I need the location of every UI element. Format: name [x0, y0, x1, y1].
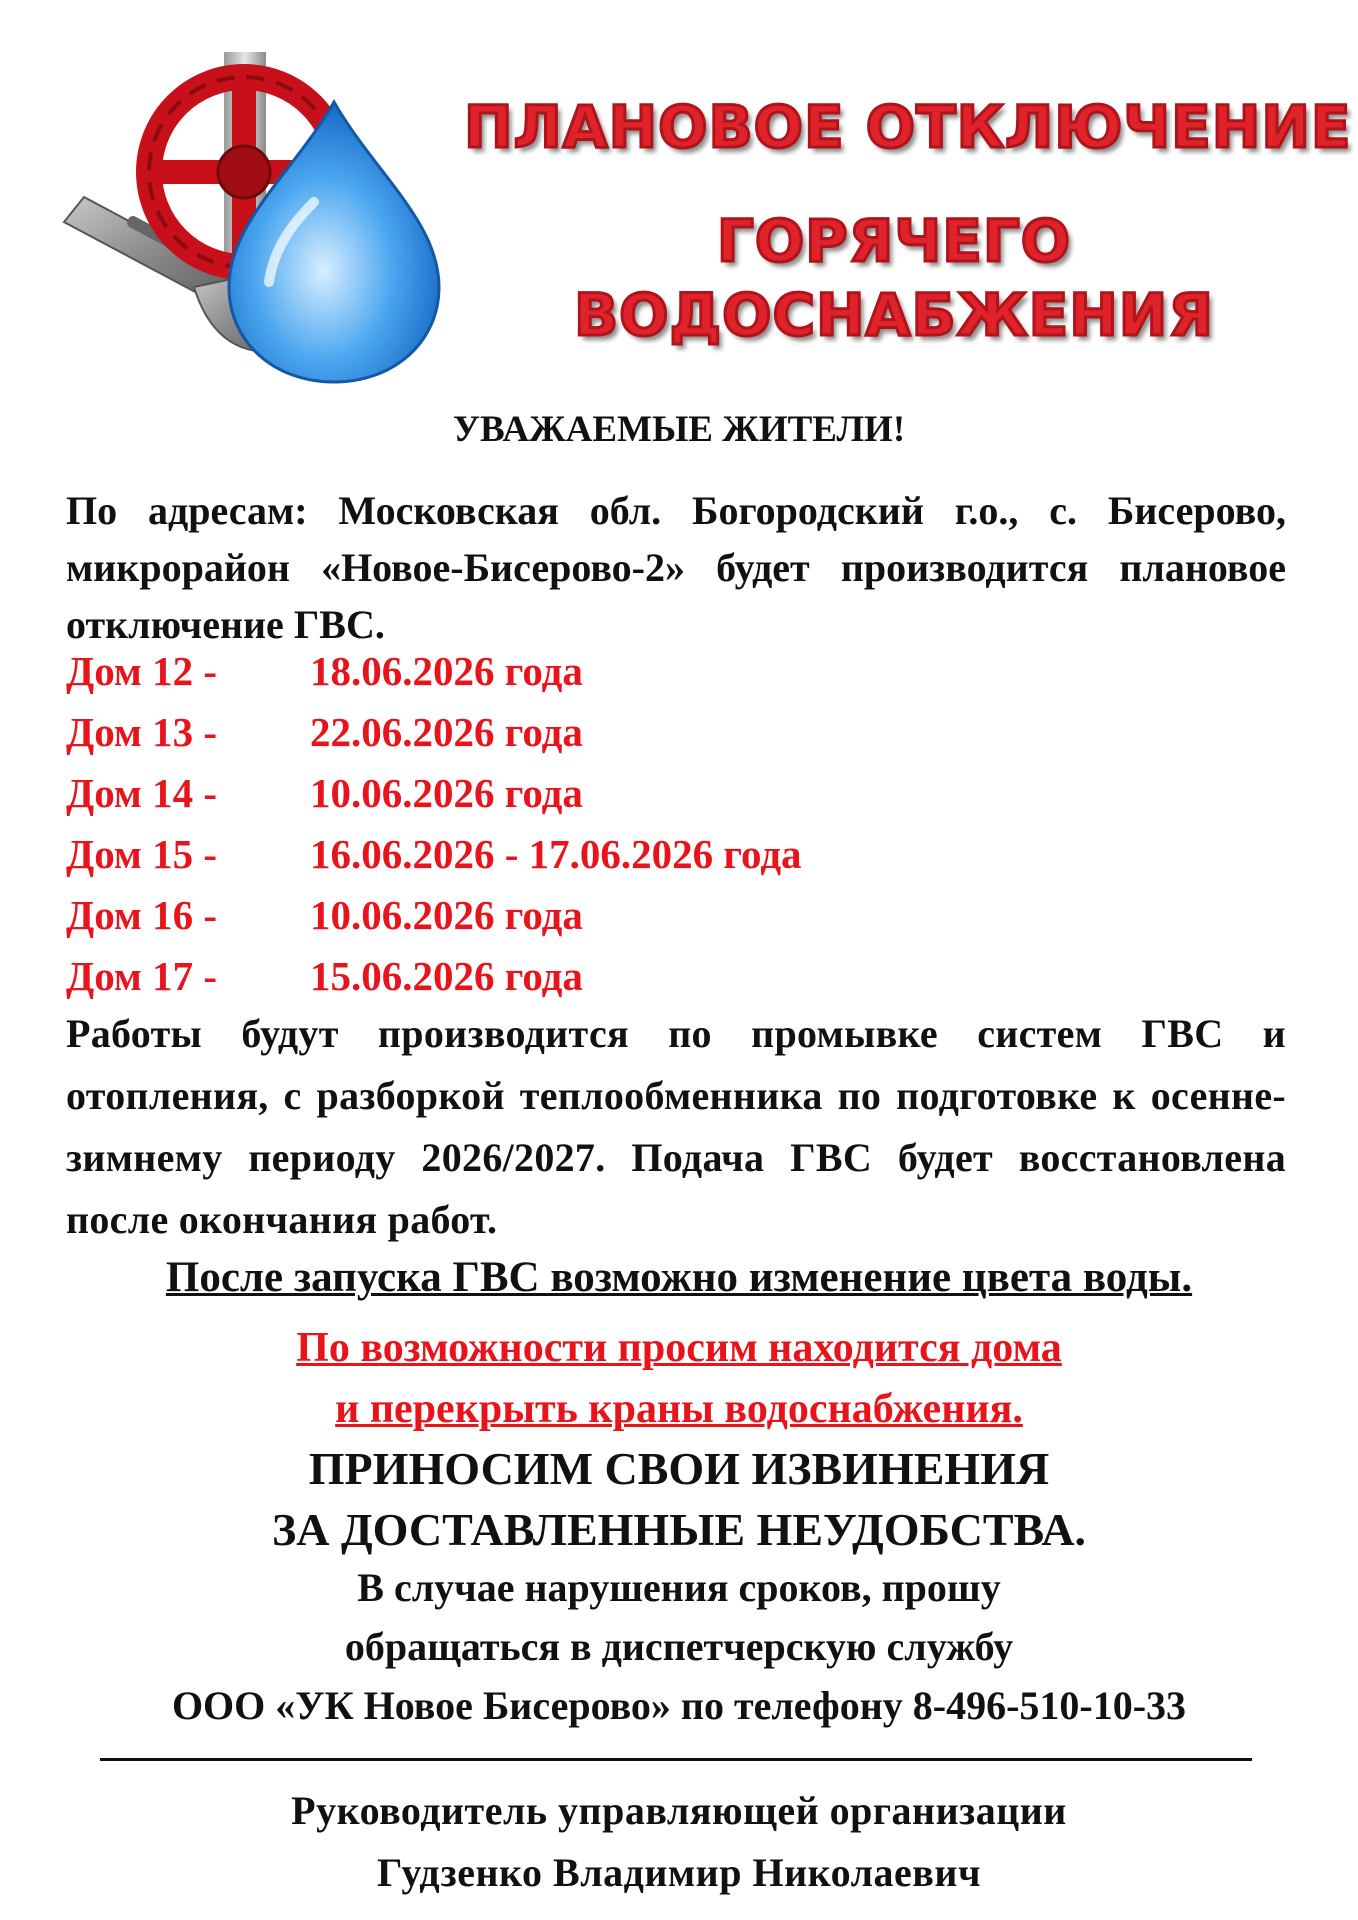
- house-row: [66, 762, 1286, 823]
- contact-line-2: обращаться в диспетчерскую службу: [344, 1624, 1014, 1669]
- apology-line-2: ЗА ДОСТАВЛЕННЫЕ НЕУДОБСТВА.: [271, 1504, 1087, 1555]
- banner-title-line-2: ГОРЯЧЕГО: [716, 207, 1072, 275]
- request-line-2: и перекрыть краны водоснабжения.: [335, 1386, 1023, 1432]
- apology-line-1: ПРИНОСИМ СВОИ ИЗВИНЕНИЯ: [308, 1443, 1050, 1494]
- house-date: 10.06.2026 года: [310, 769, 583, 816]
- house-date: 18.06.2026 года: [310, 647, 583, 694]
- house-date: 16.06.2026 - 17.06.2026 года: [310, 830, 802, 877]
- banner-title: [464, 92, 1352, 350]
- signature-name: Гудзенко Владимир Николаевич: [376, 1850, 982, 1895]
- contact-block: [0, 1558, 1358, 1735]
- house-name: Дом 17 -: [66, 952, 218, 999]
- banner-title-line-3: ВОДОСНАБЖЕНИЯ: [573, 281, 1215, 349]
- water-color-note: После запуска ГВС возможно изменение цвета воды.: [165, 1254, 1193, 1301]
- house-date: 10.06.2026 года: [310, 891, 583, 938]
- house-row: [66, 884, 1286, 945]
- contact-line-3: ООО «УК Новое Бисерово» по телефону 8-496-510-10-33: [171, 1683, 1187, 1728]
- request-line-1: По возможности просим находится дома: [296, 1325, 1062, 1371]
- banner-title-line-1: ПЛАНОВОЕ ОТКЛЮЧЕНИЕ: [464, 93, 1352, 161]
- house-name: Дом 15 -: [66, 830, 218, 877]
- house-date: 22.06.2026 года: [310, 708, 583, 755]
- house-name: Дом 13 -: [66, 708, 218, 755]
- header-banner: [44, 52, 1352, 402]
- house-row: [66, 701, 1286, 762]
- apology-block: [0, 1438, 1358, 1560]
- house-name: Дом 14 -: [66, 769, 218, 816]
- houses-schedule: [66, 640, 1286, 1006]
- signature-divider: [100, 1758, 1252, 1761]
- signature-block: [0, 1780, 1358, 1904]
- intro-paragraph: По адресам: Московская обл. Богородский г.о., с. Бисерово, микрорайон «Новое-Бисерово-2» будет производится плановое отключение ГВС.: [66, 488, 1286, 647]
- signature-position: Руководитель управляющей организации: [291, 1788, 1067, 1833]
- house-row: [66, 823, 1286, 884]
- works-paragraph: Работы будут производится по промывке систем ГВС и отопления, с разборкой теплообменника по подготовке к осенне-зимнему периоду 2026/2027. Подача ГВС будет восстановлена после окончания работ.: [66, 1011, 1286, 1242]
- request-notice: [0, 1318, 1358, 1440]
- house-name: Дом 12 -: [66, 647, 218, 694]
- banner-illustration: [44, 52, 464, 402]
- house-name: Дом 16 -: [66, 891, 218, 938]
- house-date: 15.06.2026 года: [310, 952, 583, 999]
- greeting-heading: УВАЖАЕМЫЕ ЖИТЕЛИ!: [452, 409, 906, 450]
- house-row: [66, 945, 1286, 1006]
- house-row: [66, 640, 1286, 701]
- contact-line-1: В случае нарушения сроков, прошу: [357, 1565, 1001, 1610]
